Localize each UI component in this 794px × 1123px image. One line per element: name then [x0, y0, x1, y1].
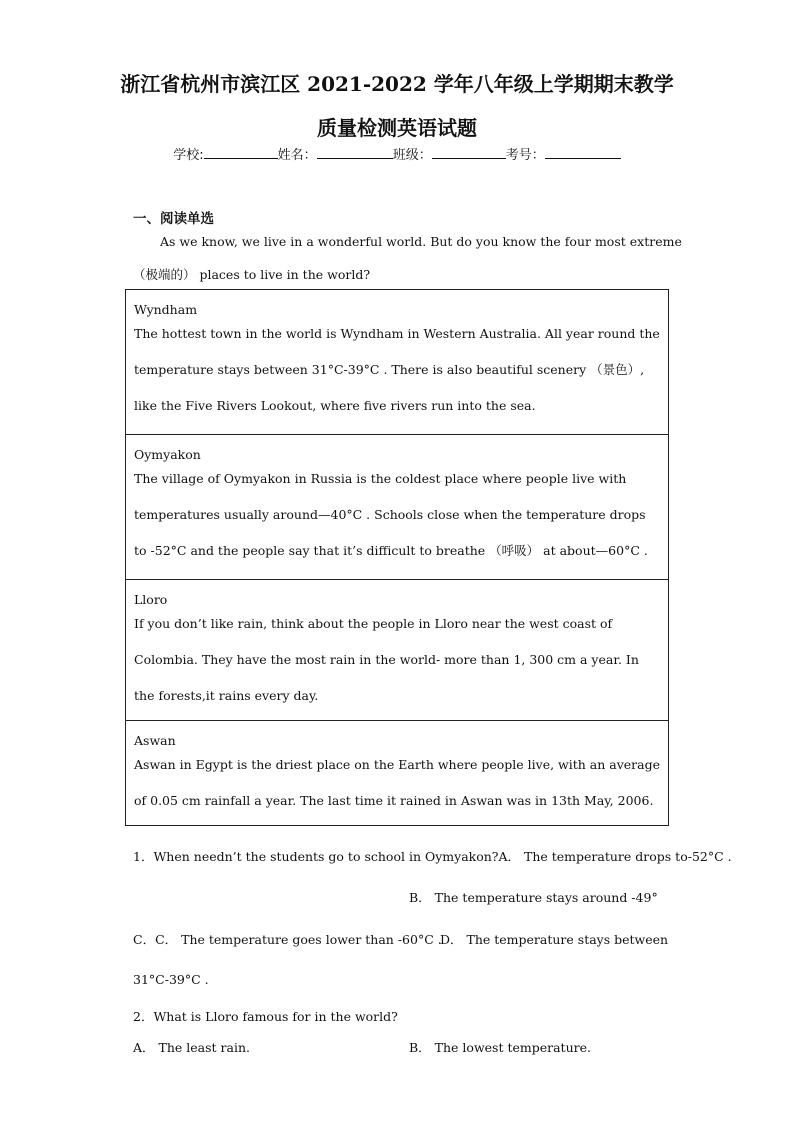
q2-option-b: B． The lowest temperature.: [409, 1040, 591, 1055]
document-title-line1: 浙江省杭州市滨江区 2021-2022 学年八年级上学期期末教学: [120, 72, 674, 96]
section-heading: 一、阅读单选: [133, 211, 214, 227]
q1-option-a: A． The temperature drops to-52°C .: [498, 849, 732, 864]
intro-line-2: （极端的） places to live in the world?: [133, 267, 371, 282]
q2-option-a: A． The least rain.: [133, 1040, 250, 1055]
school-blank: [204, 145, 278, 159]
name-blank: [317, 145, 393, 159]
table-row: [126, 290, 669, 435]
place-text: If you don’t like rain, think about the people in Lloro near the west coast of Colombia. They have the most rain in the world- more than 1, 300 cm a year. In the forests,it rains every day.: [134, 616, 639, 703]
school-label: 学校:: [173, 148, 204, 163]
q1-option-d-continued: 31°C-39°C .: [133, 972, 209, 987]
number-label: 考号：: [505, 148, 545, 163]
q1-option-d: D． The temperature stays between: [440, 932, 669, 947]
table-row: [126, 435, 669, 580]
q1-option-c: C．C． The temperature goes lower than -60°C .: [133, 932, 442, 947]
table-row: [126, 721, 669, 826]
q1-option-b: B． The temperature stays around -49°: [409, 890, 658, 905]
places-table: [125, 289, 669, 826]
place-name: Aswan: [134, 733, 176, 748]
question-1-stem: 1．When needn’t the students go to school in Oymyakon?: [133, 849, 499, 864]
place-cell: [126, 290, 669, 435]
place-text: The hottest town in the world is Wyndham in Western Australia. All year round the temperature stays between 31°C-39°C . There is also beautiful scenery （景色）, like the Five Rivers Lookout, where five rivers run into the sea.: [134, 326, 660, 413]
document-title-line2: 质量检测英语试题: [317, 116, 477, 140]
place-cell: [126, 580, 669, 721]
place-text: Aswan in Egypt is the driest place on the Earth where people live, with an average of 0.05 cm rainfall a year. The last time it rained in Aswan was in 13th May, 2006.: [134, 757, 661, 808]
class-blank: [432, 145, 506, 159]
question-2-stem: 2．What is Lloro famous for in the world?: [133, 1009, 398, 1024]
name-label: 姓名：: [277, 148, 317, 163]
number-blank: [545, 145, 621, 159]
place-name: Wyndham: [134, 302, 198, 317]
place-name: Lloro: [134, 592, 168, 607]
class-label: 班级：: [392, 148, 432, 163]
intro-line-1: As we know, we live in a wonderful world. But do you know the four most extreme: [160, 234, 682, 249]
place-name: Oymyakon: [134, 447, 201, 462]
table-row: [126, 580, 669, 721]
place-cell: [126, 721, 669, 826]
question-1-line: [133, 847, 732, 865]
place-cell: [126, 435, 669, 580]
student-info-row: [0, 144, 794, 163]
place-text: The village of Oymyakon in Russia is the coldest place where people live with temperatures usually around—40°C . Schools close when the temperature drops to -52°C and the people say that it’s difficult to breathe （呼吸） at about—60°C .: [134, 471, 648, 558]
